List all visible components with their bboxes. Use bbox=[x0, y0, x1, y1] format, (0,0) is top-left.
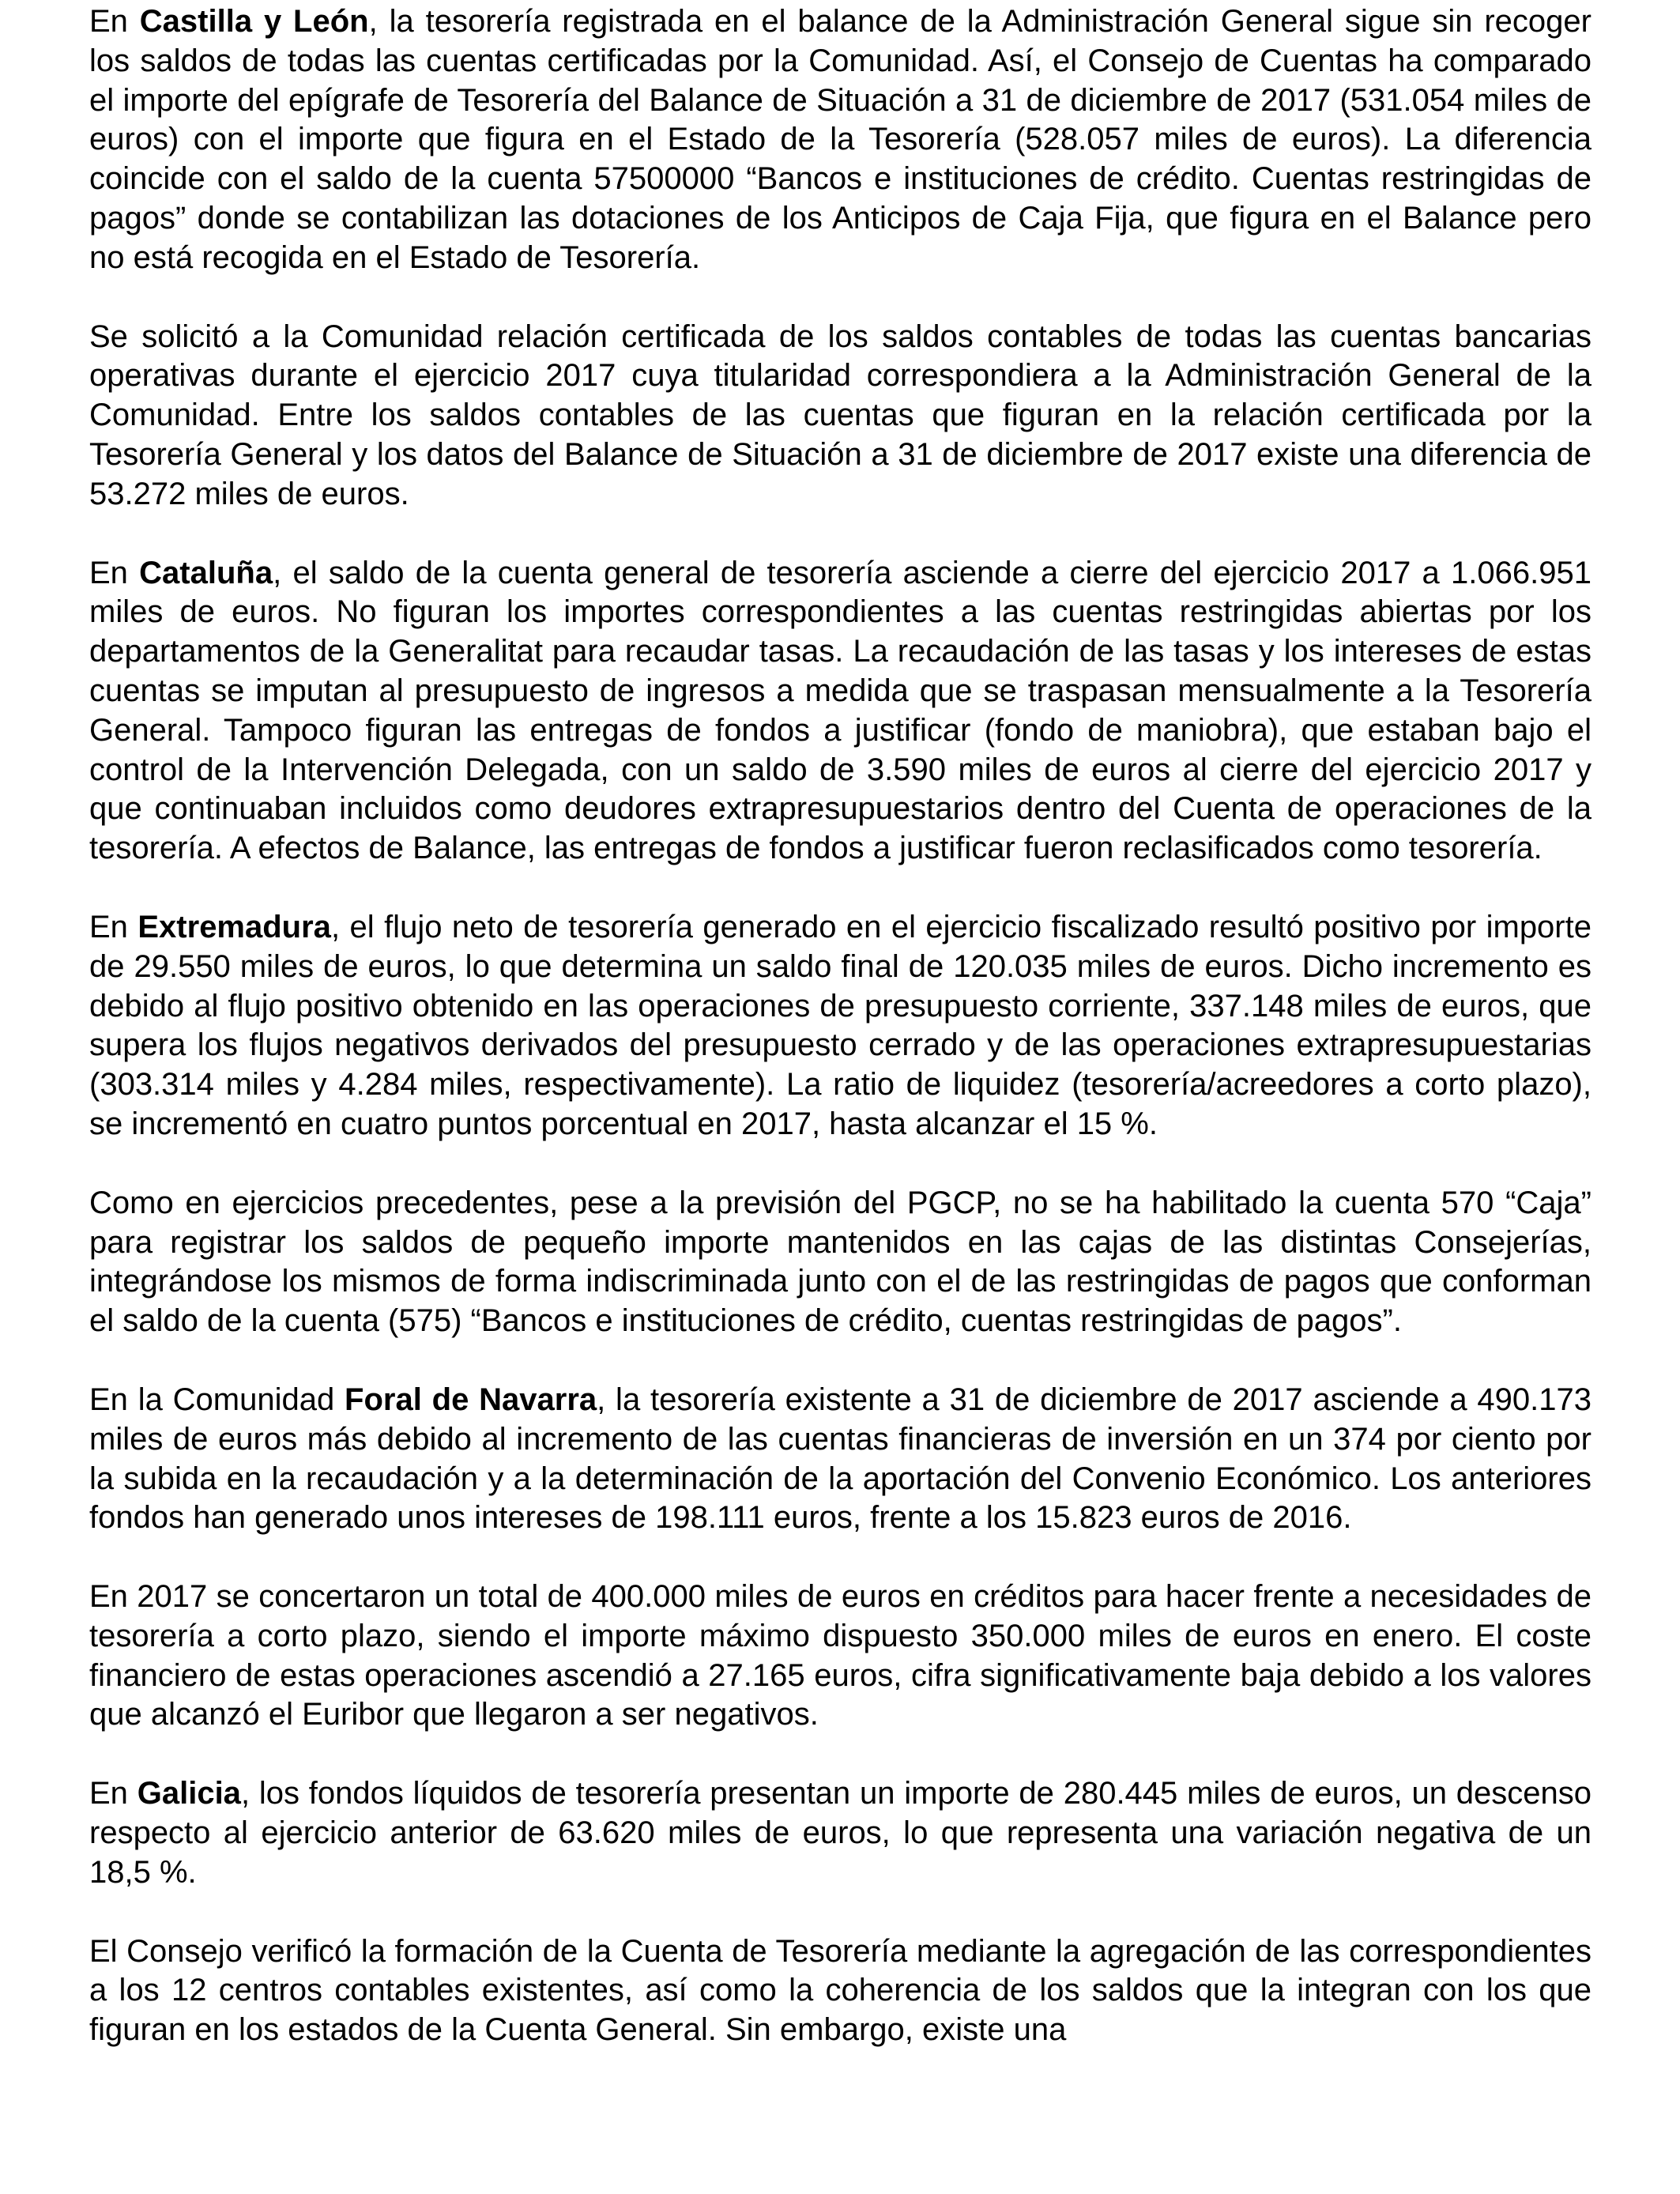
region-name: Galicia bbox=[137, 1776, 241, 1811]
paragraph-navarra bbox=[89, 1381, 1591, 1538]
paragraph-cuenta-tesoreria bbox=[89, 1932, 1591, 2050]
paragraph-castilla-y-leon bbox=[89, 0, 1591, 278]
paragraph-text: , los fondos líquidos de tesorería presentan un importe de 280.445 miles de euros, un descenso respecto al ejercicio anterior de 63.620 miles de euros, lo que representa una variación negativa de un 18,5 %. bbox=[89, 1776, 1591, 1890]
paragraph-creditos-2017 bbox=[89, 1578, 1591, 1735]
paragraph-saldos-contables bbox=[89, 318, 1591, 515]
region-name: Foral de Navarra bbox=[345, 1382, 597, 1417]
paragraph-text: En bbox=[89, 1776, 137, 1811]
paragraph-text: , la tesorería existente a 31 de diciembre de 2017 asciende a 490.173 miles de euros más debido al incremento de las cuentas financieras de inversión en un 374 por ciento por la subida en la recaudación y a la determinación de la aportación del Convenio Económico. Los anteriores fondos han generado unos intereses de 198.111 euros, frente a los 15.823 euros de 2016. bbox=[89, 1382, 1592, 1536]
paragraph-text: En bbox=[89, 909, 138, 944]
region-name: Extremadura bbox=[137, 909, 331, 944]
paragraph-extremadura bbox=[89, 908, 1591, 1144]
region-name: Castilla y León bbox=[139, 4, 369, 39]
paragraph-text: En la Comunidad bbox=[89, 1382, 345, 1417]
paragraph-text: En bbox=[89, 555, 140, 590]
paragraph-text: , el saldo de la cuenta general de tesorería asciende a cierre del ejercicio 2017 a 1.066.951 miles de euros. No figuran los importes correspondientes a las cuentas restringidas abiertas por los departamentos de la Generalitat para recaudar tasas. La recaudación de las tasas y los intereses de estas cuentas se imputan al presupuesto de ingresos a medida que se traspasan mensualmente a la Tesorería General. Tampoco figuran las entregas de fondos a justificar (fondo de maniobra), que estaban bajo el control de la Intervención Delegada, con un saldo de 3.590 miles de euros al cierre del ejercicio 2017 y que continuaban incluidos como deudores extrapresupuestarios dentro del Cuenta de operaciones de la tesorería. A efectos de Balance, las entregas de fondos a justificar fueron reclasificados como tesorería. bbox=[89, 555, 1591, 866]
paragraph-galicia bbox=[89, 1774, 1591, 1892]
paragraph-cuenta-570 bbox=[89, 1184, 1591, 1341]
paragraph-text: Como en ejercicios precedentes, pese a la previsión del PGCP, no se ha habilitado la cuenta 570 “Caja” para registrar los saldos de pequeño importe mantenidos en las cajas de las distintas Consejerías, integrándose los mismos de forma indiscriminada junto con el de las restringidas de pagos que conforman el saldo de la cuenta (575) “Bancos e instituciones de crédito, cuentas restringidas de pagos”. bbox=[89, 1185, 1591, 1339]
paragraph-text: El Consejo verificó la formación de la Cuenta de Tesorería mediante la agregación de las correspondientes a los 12 centros contables existentes, así como la coherencia de los saldos que la integran con los que figuran en los estados de la Cuenta General. Sin embargo, existe una bbox=[89, 1933, 1591, 2048]
region-name: Cataluña bbox=[139, 555, 273, 590]
paragraph-cataluna bbox=[89, 554, 1591, 869]
paragraph-text: Se solicitó a la Comunidad relación certificada de los saldos contables de todas las cuentas bancarias operativas durante el ejercicio 2017 cuya titularidad correspondiera a la Administración General de la Comunidad. Entre los saldos contables de las cuentas que figuran en la relación certificada por la Tesorería General y los datos del Balance de Situación a 31 de diciembre de 2017 existe una diferencia de 53.272 miles de euros. bbox=[89, 319, 1591, 511]
paragraph-text: , el flujo neto de tesorería generado en el ejercicio fiscalizado resultó positivo por importe de 29.550 miles de euros, lo que determina un saldo final de 120.035 miles de euros. Dicho incremento es debido al flujo positivo obtenido en las operaciones de presupuesto corriente, 337.148 miles de euros, que supera los flujos negativos derivados del presupuesto cerrado y de las operaciones extrapresupuestarias (303.314 miles y 4.284 miles, respectivamente). La ratio de liquidez (tesorería/acreedores a corto plazo), se incrementó en cuatro puntos porcentual en 2017, hasta alcanzar el 15 %. bbox=[89, 909, 1591, 1141]
paragraph-text: , la tesorería registrada en el balance de la Administración General sigue sin recoger los saldos de todas las cuentas certificadas por la Comunidad. Así, el Consejo de Cuentas ha comparado el importe del epígrafe de Tesorería del Balance de Situación a 31 de diciembre de 2017 (531.054 miles de euros) con el importe que figura en el Estado de la Tesorería (528.057 miles de euros). La diferencia coincide con el saldo de la cuenta 57500000 “Bancos e instituciones de crédito. Cuentas restringidas de pagos” donde se contabilizan las dotaciones de los Anticipos de Caja Fija, que figura en el Balance pero no está recogida en el Estado de Tesorería. bbox=[89, 4, 1591, 275]
paragraph-text: En bbox=[89, 4, 140, 39]
paragraph-text: En 2017 se concertaron un total de 400.000 miles de euros en créditos para hacer frente a necesidades de tesorería a corto plazo, siendo el importe máximo dispuesto 350.000 miles de euros en enero. El coste financiero de estas operaciones ascendió a 27.165 euros, cifra significativamente baja debido a los valores que alcanzó el Euribor que llegaron a ser negativos. bbox=[89, 1579, 1591, 1732]
